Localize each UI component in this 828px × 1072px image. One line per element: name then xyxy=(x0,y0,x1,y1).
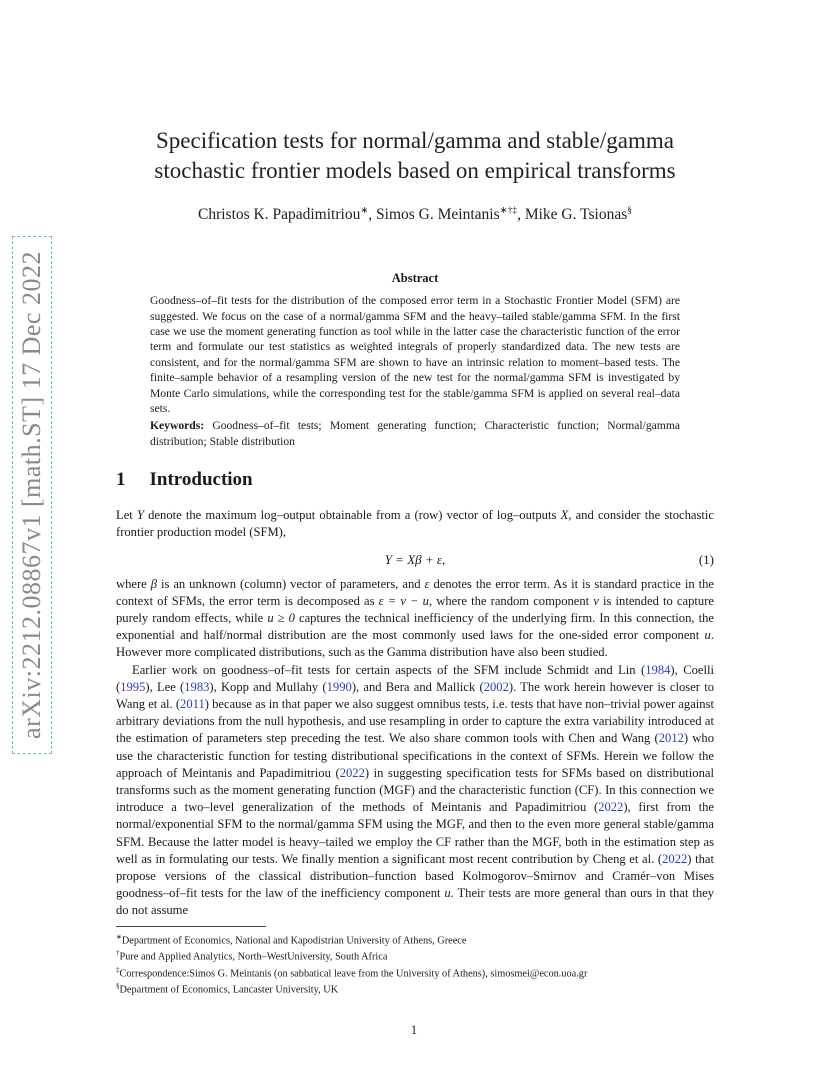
footnotes xyxy=(116,931,714,997)
math-expression: ε = v − u xyxy=(378,593,429,608)
footnote-text: Pure and Applied Analytics, North–WestUniversity, South Africa xyxy=(119,951,388,963)
equation-number: (1) xyxy=(698,551,714,567)
text-run: , and consider the stochastic frontier production model (SFM), xyxy=(116,508,714,540)
author-3-marks: § xyxy=(627,206,632,216)
footnote xyxy=(116,964,714,980)
footnote-mark: † xyxy=(116,949,120,958)
equation-1 xyxy=(116,546,714,576)
text-run: captures the technical inefficiency of the underlying firm. In this connection, the exponential and half/normal distribution are the most commonly used laws for the one-sided error component xyxy=(116,611,714,643)
footnote-divider xyxy=(116,926,266,927)
equation-body: Y = Xβ + ε, xyxy=(384,551,446,567)
footnote xyxy=(116,980,714,996)
author-separator: , xyxy=(368,206,377,224)
author-1: Christos K. Papadimitriou xyxy=(198,206,361,224)
intro-paragraph-2 xyxy=(116,576,714,662)
intro-paragraph-1 xyxy=(116,507,714,541)
footnote-text: Correspondence:Simos G. Meintanis (on sabbatical leave from the University of Athens), simosmei@econ.uoa.gr xyxy=(119,967,588,979)
text-run: , where the random component xyxy=(428,593,594,608)
math-symbol: u xyxy=(704,628,711,643)
page-number: 1 xyxy=(410,1023,418,1037)
footnote-mark: § xyxy=(116,981,120,990)
title-line-2: stochastic frontier models based on empirical transforms xyxy=(154,158,676,183)
text-run: where xyxy=(116,576,151,591)
author-3: Mike G. Tsionas xyxy=(524,206,628,224)
citation-link[interactable]: 2022 xyxy=(662,851,688,866)
citation-link[interactable]: 2012 xyxy=(658,731,684,746)
text-run: ) who use the characteristic function for testing distributional specifications in the context of SFMs. Herein we follow the approach of Meintanis and Papadimitriou ( xyxy=(116,731,715,780)
citation-link[interactable]: 2002 xyxy=(483,679,509,694)
math-symbol: u xyxy=(444,886,451,901)
author-1-marks: ∗ xyxy=(360,206,369,216)
intro-paragraph-3 xyxy=(116,662,714,920)
math-symbol: ε xyxy=(424,576,430,591)
author-2: Simos G. Meintanis xyxy=(376,206,500,224)
citation-link[interactable]: 1990 xyxy=(326,679,352,694)
keywords-label: Keywords: xyxy=(150,419,205,433)
arxiv-stamp xyxy=(12,236,52,754)
text-run: ) in suggesting specification tests for SFMs based on distributional transforms such as the moment generating function (MGF) and the characteristic function (CF). In this connection we introduce a two–level generalization of the methods of Meintanis and Papadimitriou ( xyxy=(116,765,714,815)
abstract-text: Goodness–of–fit tests for the distribution of the composed error term in a Stochastic Frontier Model (SFM) are suggested. We focus on the case of a normal/gamma SFM and the heavy–tailed stable/gamma SFM. In the first case we use the moment generating function as tool while in the latter case the characteristic function of the error term and formulate our test statistics as weighted integrals of properly standardized data. The new tests are consistent, and for the normal/gamma SFM are shown to have an intrinsic relation to moment–based tests. The finite–sample behavior of a resampling version of the new test for the normal/gamma SFM is investigated by Monte Carlo simulations, while the corresponding test for the stable/gamma SFM is applied on several real–data sets. xyxy=(150,294,680,415)
section-heading xyxy=(116,469,714,491)
footnote xyxy=(116,931,714,947)
paper-title xyxy=(116,126,714,186)
section-number: 1 xyxy=(116,469,126,491)
text-run: Earlier work on goodness–of–fit tests for certain aspects of the SFM include Schmidt and Lin ( xyxy=(132,662,646,677)
text-run: is an unknown (column) vector of parameters, and xyxy=(157,576,425,591)
citation-link[interactable]: 1995 xyxy=(120,679,146,694)
text-run: ) that propose versions of the classical distribution–function based Kolmogorov–Smirnov and Cramér–von Mises goodness–of–fit tests for the law of the inefficiency component xyxy=(116,851,714,901)
text-run: ), Kopp and Mullahy ( xyxy=(209,679,327,694)
text-run: ), and Bera and Mallick ( xyxy=(351,679,484,694)
math-symbol: Y xyxy=(136,508,144,523)
author-separator: , xyxy=(517,206,525,224)
footnote-mark: ∗ xyxy=(116,932,122,941)
text-run: denotes the error term. As it is standard practice in the context of SFMs, the error term is decomposed as xyxy=(116,576,714,608)
citation-link[interactable]: 2022 xyxy=(339,765,365,780)
math-symbol: β xyxy=(150,576,158,591)
footnote xyxy=(116,947,714,963)
author-list xyxy=(116,205,714,224)
footnote-mark: ‡ xyxy=(116,965,120,974)
citation-link[interactable]: 2022 xyxy=(598,800,624,815)
keywords-list: Goodness–of–fit tests; Moment generating function; Characteristic function; Normal/gamma distribution; Stable distribution xyxy=(150,419,680,448)
text-run: Let xyxy=(116,508,137,523)
author-2-marks: ∗†‡ xyxy=(499,206,518,216)
citation-link[interactable]: 2011 xyxy=(180,697,205,712)
text-run: is intended to capture purely random effects, while xyxy=(116,593,714,626)
paper-page xyxy=(116,0,714,996)
text-run: denote the maximum log–output obtainable from a (row) vector of log–outputs xyxy=(143,508,561,523)
title-line-1: Specification tests for normal/gamma and stable/gamma xyxy=(156,128,674,153)
abstract-heading: Abstract xyxy=(391,271,439,286)
citation-link[interactable]: 1984 xyxy=(645,662,671,677)
text-run: ) because as in that paper we also suggest omnibus tests, i.e. tests that have non–trivial power against arbitrary deviations from the null hypothesis, and use resampling in order to capture the extra variability introduced at the estimation of parameters step preceding the test. We also share common tools with Chen and Wang ( xyxy=(116,697,714,746)
math-symbol: X xyxy=(560,508,569,523)
math-symbol: v xyxy=(593,593,599,608)
keywords xyxy=(150,418,680,449)
text-run: ), Lee ( xyxy=(145,679,185,694)
footnote-text: Department of Economics, Lancaster University, UK xyxy=(119,984,339,996)
text-run: ), first from the normal/exponential SFM to the normal/gamma SFM using the MGF, and then to the even more general stable/gamma SFM. Because the latter model is heavy–tailed we employ the CF rather than the MGF, both in the estimation step as well as in formulating our tests. We finally mention a significant most recent contribution by Cheng et al. ( xyxy=(116,800,714,866)
text-run: . Their tests are more general than ours in that they do not assume xyxy=(116,886,714,918)
arxiv-stamp-text: arXiv:2212.08867v1 [math.ST] 17 Dec 2022 xyxy=(17,251,46,739)
citation-link[interactable]: 1983 xyxy=(184,679,210,694)
section-title: Introduction xyxy=(149,469,253,491)
math-expression: u ≥ 0 xyxy=(267,611,295,626)
text-run: . However more complicated distributions, such as the Gamma distribution have also been studied. xyxy=(116,628,714,660)
text-run: ). The work herein however is closer to Wang et al. ( xyxy=(116,679,714,712)
footnote-text: Department of Economics, National and Kapodistrian University of Athens, Greece xyxy=(121,935,467,947)
text-run: ), Coelli ( xyxy=(116,662,714,694)
